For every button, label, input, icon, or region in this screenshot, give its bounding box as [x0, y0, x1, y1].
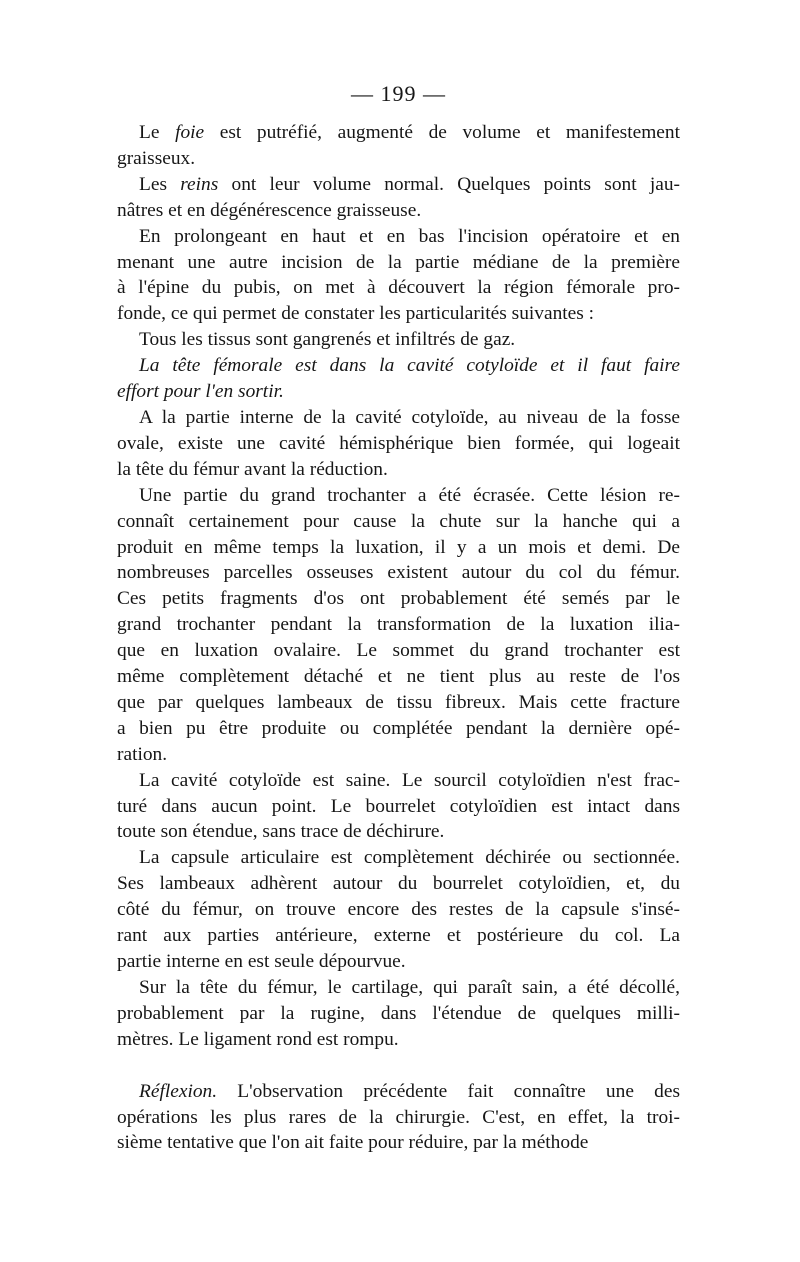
text-run: effort pour l'en sortir. [117, 381, 284, 403]
italic-run: reins [180, 173, 219, 195]
text-run: A la partie interne de la cavité cotyloïde, au niveau de la fosse [139, 406, 680, 428]
paragraph-p9 [117, 845, 680, 975]
text-line [117, 483, 680, 509]
text-line [117, 768, 680, 794]
text-run: Les [139, 173, 181, 195]
text-run: L'observation précédente fait connaître une des [217, 1080, 680, 1102]
text-line [117, 612, 680, 638]
text-line [117, 275, 680, 301]
text-line [117, 327, 680, 353]
text-line [117, 742, 680, 768]
text-run: nâtres et en dégénérescence graisseuse. [117, 199, 422, 221]
text-run: opérations les plus rares de la chirurgie. C'est, en effet, la troi- [117, 1106, 680, 1128]
text-line [117, 379, 680, 405]
text-line [117, 560, 680, 586]
text-line [117, 664, 680, 690]
text-line [117, 301, 680, 327]
text-run: Une partie du grand trochanter a été écrasée. Cette lésion re- [139, 484, 680, 506]
text-line [117, 1001, 680, 1027]
text-run: graisseux. [117, 147, 196, 169]
text-line [117, 198, 680, 224]
text-run: Ses lambeaux adhèrent autour du bourrelet cotyloïdien, et, du [117, 873, 680, 895]
text-line [117, 535, 680, 561]
text-run: connaît certainement pour cause la chute sur la hanche qui a [117, 510, 680, 532]
text-run: ration. [117, 743, 168, 765]
text-run: partie interne en est seule dépourvue. [117, 951, 406, 972]
text-line [117, 1027, 680, 1053]
text-line [117, 457, 680, 483]
paragraph-p6 [117, 405, 680, 483]
text-run: même complètement détaché et ne tient plus au reste de l'os [117, 666, 680, 688]
text-run: En prolongeant en haut et en bas l'incision opératoire et en [139, 225, 680, 247]
text-run: mètres. Le ligament rond est rompu. [117, 1028, 399, 1050]
text-run: grand trochanter pendant la transformation de la luxation ilia- [117, 614, 680, 636]
text-run: a bien pu être produite ou complétée pendant la dernière opé- [117, 717, 680, 739]
text-run: Le [139, 122, 176, 143]
text-line [117, 690, 680, 716]
paragraph-p2 [117, 172, 680, 224]
text-run: Tous les tissus sont gangrenés et infiltrés de gaz. [139, 329, 516, 351]
text-line [117, 146, 680, 172]
text-run: turé dans aucun point. Le bourrelet cotyloïdien est intact dans [117, 795, 680, 817]
text-line [117, 172, 680, 198]
text-line [117, 845, 680, 871]
paragraph-gap [117, 1053, 680, 1079]
text-run: est putréfié, augmenté de volume et manifestement [204, 122, 680, 143]
text-run: que par quelques lambeaux de tissu fibreux. Mais cette fracture [117, 691, 680, 713]
text-run: toute son étendue, sans trace de déchirure. [117, 821, 445, 843]
paragraph-p7 [117, 483, 680, 768]
text-run: à l'épine du pubis, on met à découvert la région fémorale pro- [117, 277, 680, 299]
text-line [117, 353, 680, 379]
text-run: La capsule articulaire est complètement déchirée ou sectionnée. [139, 847, 680, 869]
paragraph-p4 [117, 327, 680, 353]
text-line [117, 1105, 680, 1131]
text-run: la tête du fémur avant la réduction. [117, 458, 388, 480]
text-line [117, 120, 680, 146]
text-line [117, 586, 680, 612]
paragraph-p8 [117, 768, 680, 846]
page-number: — 199 — [351, 81, 446, 106]
text-line [117, 1079, 680, 1105]
text-run: Sur la tête du fémur, le cartilage, qui paraît sain, a été décollé, [139, 976, 680, 998]
text-run: ont leur volume normal. Quelques points sont jau- [218, 173, 680, 195]
paragraph-p10 [117, 975, 680, 1053]
text-line [117, 794, 680, 820]
text-line [117, 1130, 680, 1156]
text-line [117, 819, 680, 845]
text-run: sième tentative que l'on ait faite pour réduire, par la méthode [117, 1132, 589, 1154]
text-run: que en luxation ovalaire. Le sommet du grand trochanter est [117, 640, 680, 662]
text-run: côté du fémur, on trouve encore des restes de la capsule s'insé- [117, 899, 680, 921]
text-line [117, 975, 680, 1001]
text-run: La cavité cotyloïde est saine. Le sourcil cotyloïdien n'est frac- [139, 769, 680, 791]
italic-run: Réflexion. [139, 1080, 218, 1102]
text-line [117, 224, 680, 250]
text-line [117, 509, 680, 535]
text-run: produit en même temps la luxation, il y a un mois et demi. De [117, 536, 680, 558]
text-run: probablement par la rugine, dans l'étendue de quelques milli- [117, 1002, 680, 1024]
text-line [117, 871, 680, 897]
text-line [117, 431, 680, 457]
paragraph-p1 [117, 120, 680, 172]
paragraph-p11 [117, 1079, 680, 1157]
text-line [117, 949, 680, 975]
text-line [117, 405, 680, 431]
text-line [117, 250, 680, 276]
text-run: fonde, ce qui permet de constater les particularités suivantes : [117, 303, 595, 325]
paragraph-p5 [117, 353, 680, 405]
italic-run: foie [175, 122, 205, 143]
text-run: Ces petits fragments d'os ont probablement été semés par le [117, 588, 680, 610]
paragraph-p3 [117, 224, 680, 328]
book-page [117, 80, 680, 1156]
text-run: ovale, existe une cavité hémisphérique bien formée, qui logeait [117, 432, 680, 454]
page-body-text [117, 120, 680, 1156]
text-line [117, 638, 680, 664]
text-run: rant aux parties antérieure, externe et postérieure du col. La [117, 925, 680, 947]
text-run: La tête fémorale est dans la cavité cotyloïde et il faut faire [139, 355, 680, 377]
text-run: menant une autre incision de la partie médiane de la première [117, 251, 680, 273]
text-line [117, 716, 680, 742]
text-run: nombreuses parcelles osseuses existent autour du col du fémur. [117, 562, 680, 584]
text-line [117, 923, 680, 949]
text-line [117, 897, 680, 923]
